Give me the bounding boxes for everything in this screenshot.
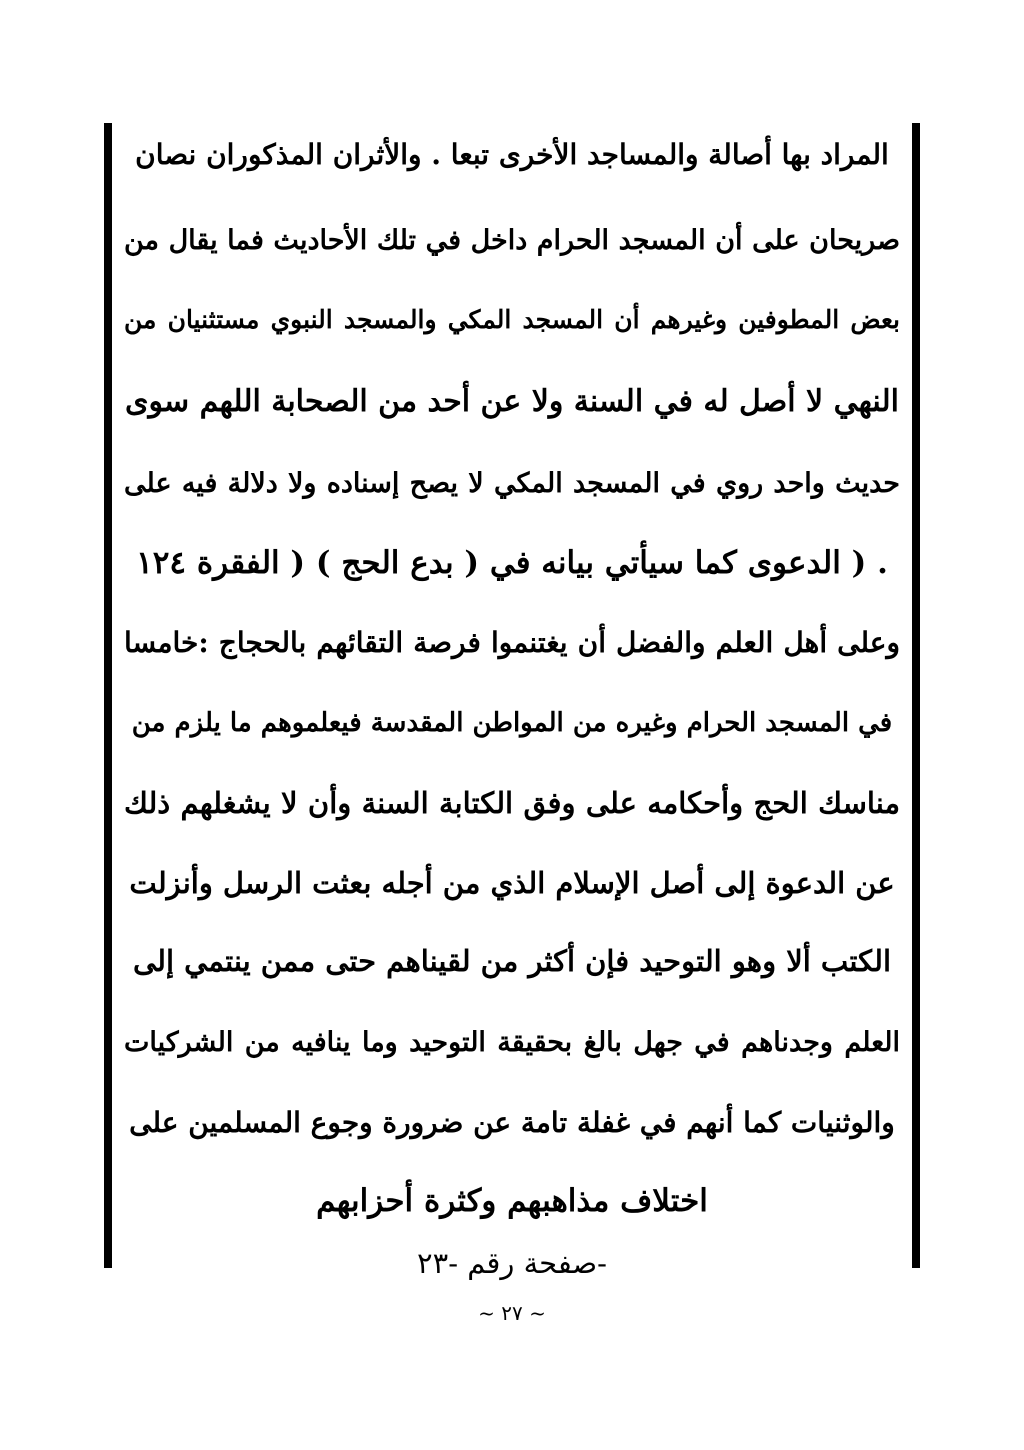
text-line: . ( الدعوى كما سيأتي بيانه في ( بدع الحج ) ( الفقرة ١٢٤ xyxy=(136,545,888,581)
body-text xyxy=(124,122,900,1280)
text-line: بعض المطوفين وغيرهم أن المسجد المكي والمسجد النبوي مستثنيان من xyxy=(124,305,900,334)
page-reference: -صفحة رقم -٢٣ xyxy=(417,1246,607,1280)
text-line: في المسجد الحرام وغيره من المواطن المقدسة فيعلموهم ما يلزم من xyxy=(131,708,893,738)
text-line: والوثنيات كما أنهم في غفلة تامة عن ضرورة وجوع المسلمين على xyxy=(129,1106,895,1139)
left-border-rule xyxy=(104,123,112,1268)
text-line: النهي لا أصل له في السنة ولا عن أحد من الصحابة اللهم سوى xyxy=(125,384,899,419)
text-line: اختلاف مذاهبهم وكثرة أحزابهم xyxy=(316,1183,708,1219)
text-line: حديث واحد روي في المسجد المكي لا يصح إسناده ولا دلالة فيه على xyxy=(124,468,900,499)
text-line: صريحان على أن المسجد الحرام داخل في تلك الأحاديث فما يقال من xyxy=(124,225,900,256)
text-line: العلم وجدناهم في جهل بالغ بحقيقة التوحيد وما ينافيه من الشركيات xyxy=(124,1027,900,1058)
right-border-rule xyxy=(912,123,920,1268)
text-line: المراد بها أصالة والمساجد الأخرى تبعا . والأثران المذكوران نصان xyxy=(135,138,889,171)
text-line: وعلى أهل العلم والفضل أن يغتنموا فرصة التقائهم بالحجاج :خامسا xyxy=(124,626,900,659)
text-line: الكتب ألا وهو التوحيد فإن أكثر من لقيناهم حتى ممن ينتمي إلى xyxy=(132,944,892,978)
page-number: ~ ٢٧ ~ xyxy=(478,1301,546,1325)
text-line: مناسك الحج وأحكامه على وفق الكتابة السنة وأن لا يشغلهم ذلك xyxy=(124,786,900,820)
text-line: عن الدعوة إلى أصل الإسلام الذي من أجله بعثت الرسل وأنزلت xyxy=(129,866,895,900)
